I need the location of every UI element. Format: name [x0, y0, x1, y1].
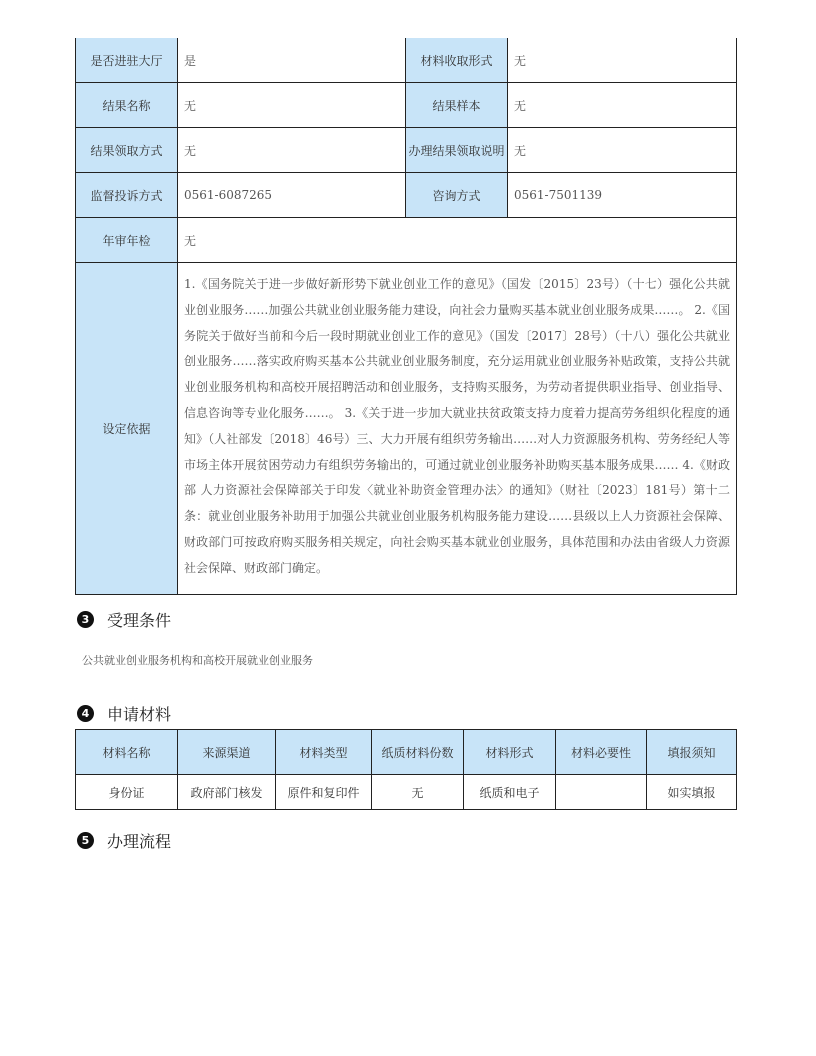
table-row — [76, 38, 737, 83]
section-number-badge: 4 — [77, 705, 94, 722]
table-row — [76, 775, 737, 810]
table-cell: 无 — [372, 775, 464, 810]
hall-value: 是 — [178, 38, 406, 83]
table-row — [76, 173, 737, 218]
section-title: 申请材料 — [107, 705, 172, 724]
column-header: 纸质材料份数 — [372, 730, 464, 775]
annual-check-value: 无 — [178, 218, 737, 263]
table-header-row — [76, 730, 737, 775]
section-title: 办理流程 — [107, 832, 172, 851]
table-cell: 纸质和电子 — [464, 775, 556, 810]
annual-check-label: 年审年检 — [76, 218, 178, 263]
column-header: 材料名称 — [76, 730, 178, 775]
legal-basis-text: 1.《国务院关于进一步做好新形势下就业创业工作的意见》（国发〔2015〕23号）（十七）强化公共就业创业服务……加强公共就业创业服务能力建设，向社会力量购买基本就业创业服务成果……。 2.《国务院关于做好当前和今后一段时期就业创业工作的意见》（国发〔2017〕28号）（十八）强化公共就业创业服务……落实政府购买基本公共就业创业服务制度，充分运用就业创业服务补贴政策，支持公共就业创业服务机构和高校开展招聘活动和创业服务，支持购买服务，为劳动者提供职业指导、创业指导、信息咨询等专业化服务……。 3.《关于进一步加大就业扶贫政策支持力度着力提高劳务组织化程度的通知》（人社部发〔2018〕46号）三、大力开展有组织劳务输出……对人力资源服务机构、劳务经纪人等市场主体开展贫困劳动力有组织劳务输出的，可通过就业创业服务补助购买基本服务成果…… 4.《财政部 人力资源社会保障部关于印发〈就业补助资金管理办法〉的通知》（财社〔2023〕181号）第十二条：就业创业服务补助用于加强公共就业创业服务机构服务能力建设……县级以上人力资源社会保障、财政部门可按政府购买服务相关规定，向社会购买基本就业创业服务，具体范围和办法由省级人力资源社会保障、财政部门确定。 — [178, 263, 737, 595]
complaint-phone: 0561-6087265 — [178, 173, 406, 218]
column-header: 填报须知 — [647, 730, 737, 775]
materials-table — [75, 729, 737, 810]
hall-label: 是否进驻大厅 — [76, 38, 178, 83]
table-row — [76, 218, 737, 263]
service-info-table — [75, 38, 737, 595]
result-name-label: 结果名称 — [76, 83, 178, 128]
consult-label: 咨询方式 — [406, 173, 508, 218]
column-header: 材料形式 — [464, 730, 556, 775]
table-cell: 原件和复印件 — [276, 775, 372, 810]
complaint-label: 监督投诉方式 — [76, 173, 178, 218]
table-row — [76, 128, 737, 173]
legal-basis-label: 设定依据 — [76, 263, 178, 595]
section-heading-conditions — [77, 608, 171, 631]
section-number-badge: 3 — [77, 611, 94, 628]
table-cell: 政府部门核发 — [178, 775, 276, 810]
section-heading-process — [77, 829, 171, 852]
column-header: 材料类型 — [276, 730, 372, 775]
form-value: 无 — [508, 38, 737, 83]
column-header: 来源渠道 — [178, 730, 276, 775]
result-name-value: 无 — [178, 83, 406, 128]
form-label: 材料收取形式 — [406, 38, 508, 83]
result-method-label: 结果领取方式 — [76, 128, 178, 173]
result-note-value: 无 — [508, 128, 737, 173]
table-cell: 如实填报 — [647, 775, 737, 810]
result-sample-label: 结果样本 — [406, 83, 508, 128]
table-cell: 身份证 — [76, 775, 178, 810]
result-note-label: 办理结果领取说明 — [406, 128, 508, 173]
consult-phone: 0561-7501139 — [508, 173, 737, 218]
table-cell — [556, 775, 647, 810]
result-method-value: 无 — [178, 128, 406, 173]
section-heading-materials — [77, 702, 171, 725]
acceptance-conditions-text: 公共就业创业服务机构和高校开展就业创业服务 — [82, 654, 313, 667]
table-row — [76, 83, 737, 128]
table-row — [76, 263, 737, 595]
result-sample-value: 无 — [508, 83, 737, 128]
section-title: 受理条件 — [107, 611, 172, 630]
column-header: 材料必要性 — [556, 730, 647, 775]
section-number-badge: 5 — [77, 832, 94, 849]
